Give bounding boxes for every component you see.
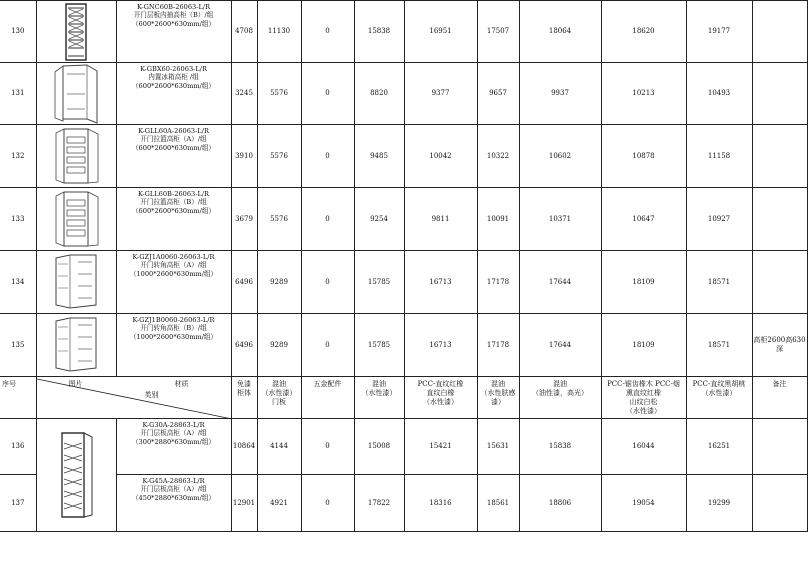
- price-cabinet: 3910: [231, 125, 257, 188]
- price-hardware: 0: [301, 314, 354, 377]
- cabinet-baskets-icon: [52, 127, 100, 185]
- header-cabinet: 免漆 柜体: [231, 377, 257, 419]
- price-pcc-saw: 10647: [601, 188, 686, 251]
- price-cabinet: 3679: [231, 188, 257, 251]
- product-code: K-GBX60-26063-L/R: [140, 65, 207, 73]
- price-pcc-saw: 10878: [601, 125, 686, 188]
- price-mix-water: 9254: [354, 188, 404, 251]
- header-material: 材质: [174, 380, 189, 388]
- price-pcc-straight: 15421: [404, 419, 477, 475]
- product-code: K-GZJ1B0060-26063-L/R: [132, 316, 215, 324]
- price-mix-oil: 17644: [519, 251, 601, 314]
- price-pcc-black: 19177: [686, 1, 752, 63]
- price-pcc-black: 18571: [686, 314, 752, 377]
- header-pcc-straight: PCC-直纹红橡 直纹白橡 （水性漆）: [404, 377, 477, 419]
- product-name: [116, 419, 231, 475]
- price-hardware: 0: [301, 251, 354, 314]
- price-door: 5576: [257, 188, 301, 251]
- price-mix-oil: 15838: [519, 419, 601, 475]
- cabinet-corner-icon: [52, 317, 100, 373]
- price-mix-water: 15785: [354, 251, 404, 314]
- price-mix-oil: 10371: [519, 188, 601, 251]
- header-remark: 备注: [752, 377, 807, 419]
- header-door: 混油 （水性漆） 门板: [257, 377, 301, 419]
- table-row: [0, 188, 807, 251]
- price-pcc-saw: 10213: [601, 63, 686, 125]
- cabinet-shelves-icon: [56, 429, 96, 521]
- row-number: 133: [0, 188, 36, 251]
- table-row: [0, 419, 807, 475]
- cabinet-corner-icon: [52, 254, 100, 310]
- price-pcc-black: 11158: [686, 125, 752, 188]
- cabinet-fridge-icon: [36, 63, 116, 125]
- price-mix-oil: 10602: [519, 125, 601, 188]
- product-size: （600*2600*630mm/组）: [131, 19, 216, 28]
- row-number: 130: [0, 1, 36, 63]
- table-row: [0, 125, 807, 188]
- price-mix-water: 15838: [354, 1, 404, 63]
- price-hardware: 0: [301, 125, 354, 188]
- product-desc: 开门层板高柜（A）/组: [140, 429, 207, 438]
- product-desc: 开门转角高柜（B）/组: [140, 324, 207, 333]
- price-mix-water: 15008: [354, 419, 404, 475]
- product-name: [116, 475, 231, 532]
- cabinet-fridge-icon: [53, 64, 99, 124]
- price-remark: 高柜2600高630深: [752, 314, 807, 377]
- table-row: [0, 63, 807, 125]
- header-pcc-saw: PCC-锯齿橡木 PCC-烟 熏直纹红橡 山纹白松 （水性漆）: [601, 377, 686, 419]
- price-mix-oil: 9937: [519, 63, 601, 125]
- price-pcc-straight: 16951: [404, 1, 477, 63]
- price-mix-water-skin: 15631: [477, 419, 519, 475]
- price-pcc-straight: 16713: [404, 251, 477, 314]
- product-size: （600*2600*630mm/组）: [131, 143, 216, 152]
- product-size: （600*2600*630mm/组）: [131, 206, 216, 215]
- price-remark: [752, 63, 807, 125]
- price-hardware: 0: [301, 419, 354, 475]
- price-door: 5576: [257, 125, 301, 188]
- cabinet-baskets-icon: [36, 188, 116, 251]
- product-size: （300*2880*630mm/组）: [131, 437, 216, 446]
- price-door: 11130: [257, 1, 301, 63]
- price-pcc-saw: 18109: [601, 314, 686, 377]
- cabinet-drawers-icon: [36, 1, 116, 63]
- header-mix-water-skin: 混油 （水性肤感 漆）: [477, 377, 519, 419]
- price-remark: [752, 419, 807, 475]
- price-mix-oil: 18064: [519, 1, 601, 63]
- table-row: [0, 475, 807, 532]
- price-cabinet: 3245: [231, 63, 257, 125]
- row-number: 134: [0, 251, 36, 314]
- price-cabinet: 6496: [231, 314, 257, 377]
- header-hardware: 五金配件: [301, 377, 354, 419]
- row-number: 131: [0, 63, 36, 125]
- price-hardware: 0: [301, 1, 354, 63]
- price-door: 9289: [257, 314, 301, 377]
- price-mix-water-skin: 17507: [477, 1, 519, 63]
- cabinet-baskets-icon: [36, 125, 116, 188]
- header-seq: 序号: [0, 377, 36, 419]
- product-code: K-G30A-28863-L/R: [142, 421, 205, 429]
- cabinet-baskets-icon: [52, 190, 100, 248]
- price-pcc-straight: 9377: [404, 63, 477, 125]
- header-image-material: [36, 377, 231, 419]
- row-number: 136: [0, 419, 36, 475]
- price-mix-water: 17822: [354, 475, 404, 532]
- price-remark: [752, 251, 807, 314]
- price-mix-water-skin: 18561: [477, 475, 519, 532]
- product-size: （1000*2600*630mm/组）: [129, 269, 218, 278]
- product-name: [116, 63, 231, 125]
- product-code: K-GZJ1A0060-26063-L/R: [132, 253, 215, 261]
- price-door: 4144: [257, 419, 301, 475]
- price-remark: [752, 188, 807, 251]
- product-name: [116, 1, 231, 63]
- product-desc: 开门层板内抽高柜（B）/组: [133, 11, 214, 20]
- product-code: K-GLL60A-26063-L/R: [138, 127, 209, 135]
- product-size: （450*2880*630mm/组）: [131, 493, 216, 502]
- price-remark: [752, 1, 807, 63]
- header-mix-water: 混油 （水性漆）: [354, 377, 404, 419]
- price-mix-water-skin: 10091: [477, 188, 519, 251]
- row-number: 137: [0, 475, 36, 532]
- price-hardware: 0: [301, 188, 354, 251]
- cabinet-corner-icon: [36, 251, 116, 314]
- product-name: [116, 188, 231, 251]
- price-remark: [752, 475, 807, 532]
- header-diagonal-line: [37, 377, 232, 419]
- price-cabinet: 4708: [231, 1, 257, 63]
- price-pcc-saw: 18109: [601, 251, 686, 314]
- row-number: 132: [0, 125, 36, 188]
- price-pcc-straight: 18316: [404, 475, 477, 532]
- header-category: 类别: [144, 391, 159, 399]
- price-cabinet: 10864: [231, 419, 257, 475]
- price-pcc-straight: 9811: [404, 188, 477, 251]
- header-mix-oil: 混油 （油性漆，高光）: [519, 377, 601, 419]
- product-name: [116, 314, 231, 377]
- table-row: [0, 1, 807, 63]
- price-pcc-black: 10493: [686, 63, 752, 125]
- price-cabinet: 12901: [231, 475, 257, 532]
- price-door: 4921: [257, 475, 301, 532]
- price-mix-water: 15785: [354, 314, 404, 377]
- price-hardware: 0: [301, 475, 354, 532]
- cabinet-drawers-icon: [65, 3, 87, 61]
- product-name: [116, 125, 231, 188]
- product-code: K-GNC60B-26063-L/R: [136, 3, 211, 11]
- price-pcc-saw: 19054: [601, 475, 686, 532]
- price-pcc-black: 19299: [686, 475, 752, 532]
- header-pcc-black: PCC-直纹黑胡桃 （水性漆）: [686, 377, 752, 419]
- price-pcc-saw: 18620: [601, 1, 686, 63]
- price-mix-oil: 18806: [519, 475, 601, 532]
- price-cabinet: 6496: [231, 251, 257, 314]
- table-row: [0, 314, 807, 377]
- product-code: K-G45A-28863-L/R: [142, 477, 205, 485]
- product-desc: 开门拉篮高柜（A）/组: [140, 135, 207, 144]
- price-hardware: 0: [301, 63, 354, 125]
- price-door: 9289: [257, 251, 301, 314]
- header-row: [0, 377, 807, 419]
- table-row: [0, 251, 807, 314]
- cabinet-corner-icon: [36, 314, 116, 377]
- product-size: （1000*2600*630mm/组）: [129, 332, 218, 341]
- price-door: 5576: [257, 63, 301, 125]
- product-desc: 内置冰箱高柜 /组: [148, 73, 199, 82]
- price-mix-water-skin: 17178: [477, 251, 519, 314]
- product-code: K-GLL60B-26063-L/R: [137, 190, 210, 198]
- price-pcc-black: 10927: [686, 188, 752, 251]
- price-pcc-black: 16251: [686, 419, 752, 475]
- product-size: （600*2600*630mm/组）: [131, 81, 216, 90]
- price-mix-water: 9485: [354, 125, 404, 188]
- row-number: 135: [0, 314, 36, 377]
- price-remark: [752, 125, 807, 188]
- price-mix-water-skin: 10322: [477, 125, 519, 188]
- price-pcc-saw: 16044: [601, 419, 686, 475]
- header-image: 图片: [68, 380, 83, 388]
- cabinet-shelves-icon: [36, 419, 116, 532]
- price-pcc-black: 18571: [686, 251, 752, 314]
- price-mix-water: 8820: [354, 63, 404, 125]
- product-name: [116, 251, 231, 314]
- price-pcc-straight: 10042: [404, 125, 477, 188]
- price-mix-oil: 17644: [519, 314, 601, 377]
- price-mix-water-skin: 9657: [477, 63, 519, 125]
- product-desc: 开门层板高柜（A）/组: [140, 485, 207, 494]
- product-desc: 开门转角高柜（A）/组: [140, 261, 207, 270]
- product-desc: 开门拉篮高柜（B）/组: [140, 198, 207, 207]
- price-pcc-straight: 16713: [404, 314, 477, 377]
- price-mix-water-skin: 17178: [477, 314, 519, 377]
